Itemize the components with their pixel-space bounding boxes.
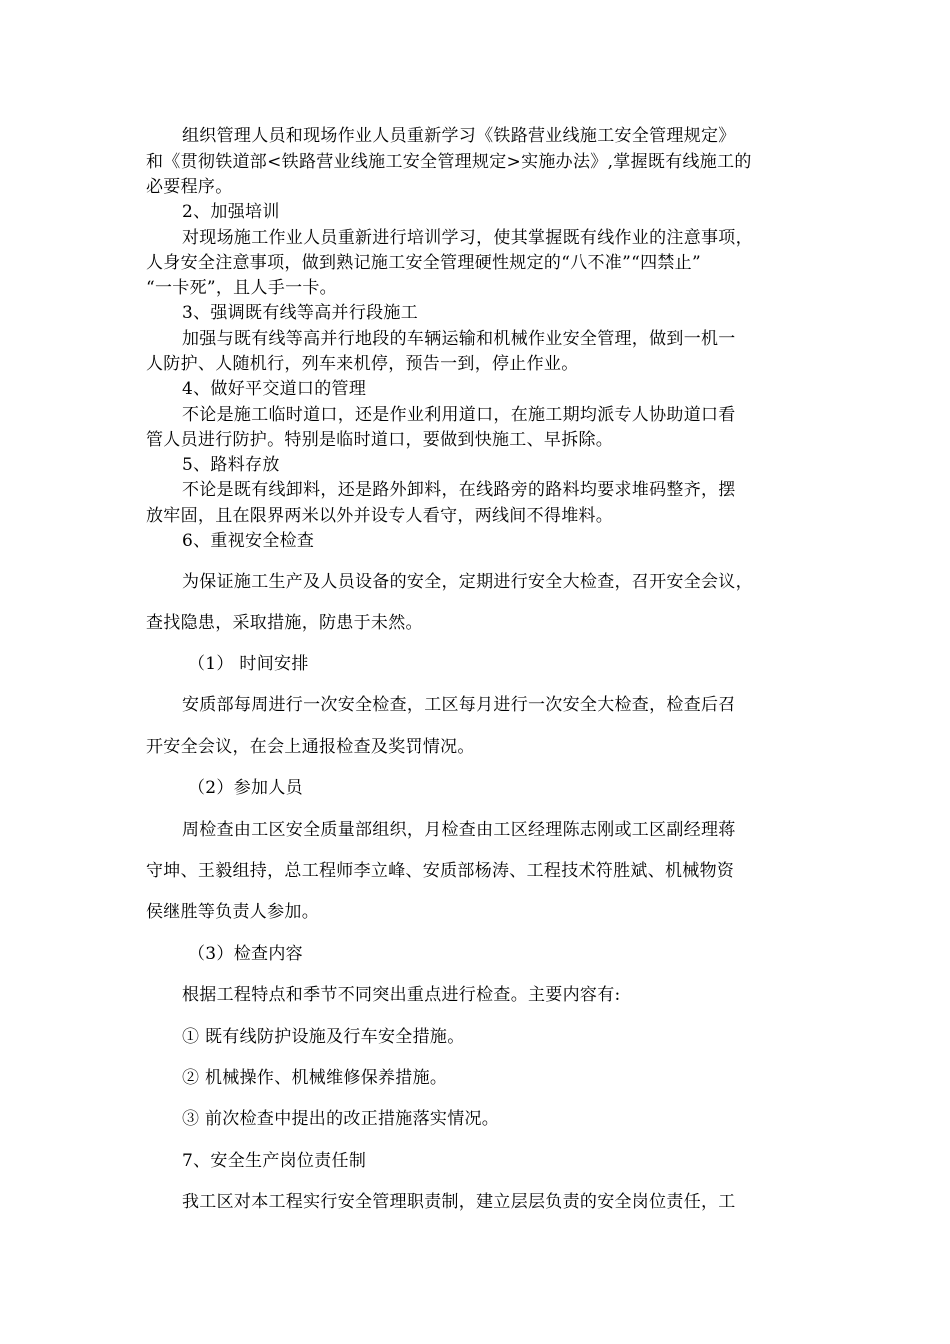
text-line: 管人员进行防护。特别是临时道口，要做到快施工、早拆除。: [146, 430, 614, 450]
section-heading: 5、路料存放: [182, 455, 280, 475]
text-line: 根据工程特点和季节不同突出重点进行检查。主要内容有:: [182, 985, 621, 1005]
text-line: 加强与既有线等高并行地段的车辆运输和机械作业安全管理，做到一机一: [182, 329, 736, 349]
list-item: ② 机械操作、机械维修保养措施。: [182, 1068, 448, 1088]
text-line: 不论是既有线卸料，还是路外卸料，在线路旁的路料均要求堆码整齐，摆: [182, 480, 736, 500]
text-line: 组织管理人员和现场作业人员重新学习《铁路营业线施工安全管理规定》: [182, 126, 736, 146]
text-line: 为保证施工生产及人员设备的安全，定期进行安全大检查，召开安全会议，: [182, 572, 753, 592]
list-item: ③ 前次检查中提出的改正措施落实情况。: [182, 1109, 500, 1129]
text-line: 侯继胜等负责人参加。: [146, 902, 319, 922]
text-line: 安质部每周进行一次安全检查，工区每月进行一次安全大检查，检查后召: [182, 695, 736, 715]
text-line: 人身安全注意事项，做到熟记施工安全管理硬性规定的“八不准”“四禁止”: [146, 253, 701, 273]
text-line: 必要程序。: [146, 177, 233, 197]
text-line: 周检查由工区安全质量部组织，月检查由工区经理陈志刚或工区副经理蒋: [182, 820, 736, 840]
text-line: 守坤、王毅组持，总工程师李立峰、安质部杨涛、工程技术符胜斌、机械物资: [146, 861, 735, 881]
text-line: 不论是施工临时道口，还是作业利用道口，在施工期均派专人协助道口看: [182, 405, 736, 425]
text-line: 人防护、人随机行，列车来机停，预告一到，停止作业。: [146, 354, 579, 374]
text-line: 开安全会议，在会上通报检查及奖罚情况。: [146, 737, 475, 757]
section-heading: 7、安全生产岗位责任制: [182, 1151, 367, 1171]
subsection-heading: （1） 时间安排: [188, 654, 309, 674]
text-line: 放牢固，且在限界两米以外并设专人看守，两线间不得堆料。: [146, 506, 614, 526]
subsection-heading: （2）参加人员: [188, 778, 303, 798]
list-item: ① 既有线防护设施及行车安全措施。: [182, 1027, 465, 1047]
section-heading: 6、重视安全检查: [182, 531, 315, 551]
text-line: “一卡死”，且人手一卡。: [146, 278, 337, 298]
text-line: 和《贯彻铁道部<铁路营业线施工安全管理规定>实施办法》,掌握既有线施工的: [146, 152, 752, 172]
section-heading: 2、加强培训: [182, 202, 280, 222]
section-heading: 4、做好平交道口的管理: [182, 379, 367, 399]
text-line: 查找隐患，采取措施，防患于未然。: [146, 613, 423, 633]
section-heading: 3、强调既有线等高并行段施工: [182, 303, 419, 323]
subsection-heading: （3）检查内容: [188, 944, 303, 964]
text-line: 对现场施工作业人员重新进行培训学习，使其掌握既有线作业的注意事项，: [182, 228, 753, 248]
text-line: 我工区对本工程实行安全管理职责制，建立层层负责的安全岗位责任，工: [182, 1192, 736, 1212]
